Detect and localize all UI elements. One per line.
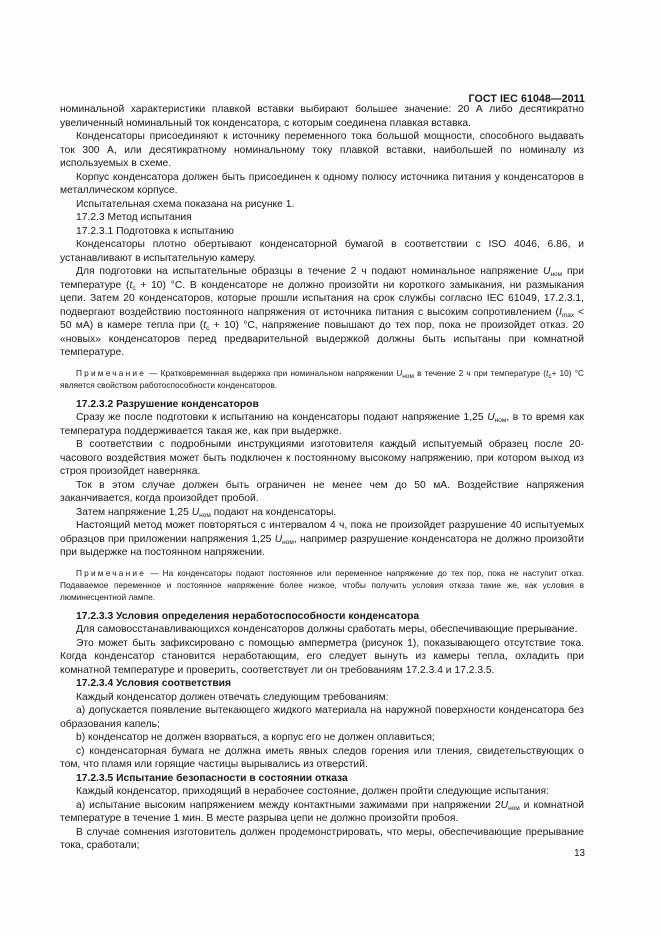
list-item: b) конденсатор не должен взорваться, а корпус его не должен оплавиться; (76, 732, 435, 743)
list-item: c) конденсаторная бумага не должна иметь явных следов горения или тления, свидетельствующих о том, что пламя или горящие частицы вырывались из отверстий. (60, 745, 584, 770)
section-heading: 17.2.3.2 Разрушение конденсаторов (76, 398, 259, 410)
paragraph: Для подготовки на испытательные образцы в течение 2 ч подают номинальное напряжение $U_{ном}$ при температуре $(t_c + 10)$ °С. В конденсаторе не должно произойти ни короткого замыкания, ни размыкания цепи. Затем 20 конденсаторов, которые прошли испытания на срок службы согласно IEC 61049, 17.2.3.1, подвергают воздействию постоянного напряжения от источника питания с высоким сопротивлением ($I_{max} < 50$ мА) в камере тепла при $(t_c + 10)$ °С, напряжение повышают до тех пор, пока не произойдет отказ. 20 «новых» конденсаторов перед предварительной выдержкой должны быть испытаны при комнатной температуре. (60, 266, 584, 358)
paragraph: В соответствии с подробными инструкциями изготовителя каждый испытуемый образец после 20-часового воздействия может быть подключен к постоянному высокому напряжению, при котором выход из строя произойдет наверняка. (60, 439, 584, 477)
list-item: a) допускается появление вытекающего жидкого материала на наружной поверхности конденсатора без образования капель; (60, 705, 584, 730)
document-code-header: ГОСТ IEC 61048—2011 (468, 93, 585, 105)
paragraph: Каждый конденсатор, приходящий в нерабочее состояние, должен пройти следующие испытания: (76, 786, 549, 797)
paragraph: Настоящий метод может повторяться с интервалом 4 ч, пока не произойдет разрушение 40 испытуемых образцов при приложении напряжения 1,25 $U_{ном}$, например разрушение конденсатора не должно произойти при выдержке на постоянном напряжении. (60, 520, 584, 558)
paragraph: В случае сомнения изготовитель должен продемонстрировать, что меры, обеспечивающие прерывание тока, сработали; (60, 826, 584, 851)
section-heading: 17.2.3 Метод испытания (76, 212, 192, 223)
section-heading: 17.2.3.4 Условия соответствия (76, 678, 232, 689)
section-heading: 17.2.3.1 Подготовка к испытанию (76, 225, 234, 237)
page-number: 13 (574, 848, 585, 859)
paragraph: Конденсаторы присоединяют к источнику переменного тока большой мощности, способного выдавать ток 300 А, или десятикратному номинальному току плавкой вставки, наибольшей по номиналу из используемых в схеме. (60, 131, 584, 169)
paragraph: Ток в этом случае должен быть ограничен не менее чем до 50 мА. Воздействие напряжения заканчивается, когда произойдет пробой. (60, 479, 584, 504)
paragraph: Сразу же после подготовки к испытанию на конденсаторы подают напряжение 1,25 $U_{ном}$, в то время как температура поддерживается такая же, как при выдержке. (60, 412, 584, 437)
paragraph: Затем напряжение 1,25 $U_{ном}$ подают на конденсаторы. (76, 506, 337, 519)
list-item: a) испытание высоким напряжением между контактными зажимами при напряжении $2U_{ном}$ и комнатной температуре в течение 1 мин. В месте разрыва цепи не должно произойти пробоя. (60, 799, 585, 824)
note: Примечание — На конденсаторы подают постоянное или переменное напряжение до тех пор, пока не наступит отказ. Подаваемое переменное и постоянное напряжение более низкое, чтобы получить условия отказа такие же, как условия в люминесцентной лампе. (60, 567, 584, 602)
paragraph: Конденсаторы плотно обертывают конденсаторной бумагой в соответствии с ISO 4046, 6.86, и устанавливают в испытательную камеру. (60, 239, 584, 264)
paragraph: Это может быть зафиксировано с помощью амперметра (рисунок 1), показывающего отсутствие тока. Когда конденсатор становится неработающим, его следует вынуть из камеры тепла, охладить при комнатной температуре и проверить, соответствует ли он требованиям 17.2.3.4 и 17.2.3.5. (60, 637, 584, 676)
section-heading: 17.2.3.3 Условия определения неработоспособности конденсатора (76, 610, 420, 622)
document-body (60, 103, 584, 853)
paragraph: Каждый конденсатор должен отвечать следующим требованиям: (76, 691, 389, 703)
note: Примечание — Кратковременная выдержка при номинальном напряжении $U_{ном}$ в течение 2 ч при температуре $(t_c+ 10)$ °С является свойством работоспособности конденсаторов. (60, 367, 584, 390)
paragraph: номинальной характеристики плавкой вставки выбирают большее значение: 20 А либо десятикратно увеличенный номинальный ток конденсатора, с которым соединена плавкая вставка. (60, 104, 584, 129)
paragraph: Корпус конденсатора должен быть присоединен к одному полюсу источника питания у конденсаторов в металлическом корпусе. (60, 171, 584, 196)
paragraph: Для самовосстанавливающихся конденсаторов должны сработать меры, обеспечивающие прерывание. (76, 624, 578, 635)
section-heading: 17.2.3.5 Испытание безопасности в состоянии отказа (76, 772, 348, 784)
paragraph: Испытательная схема показана на рисунке 1. (76, 198, 295, 210)
